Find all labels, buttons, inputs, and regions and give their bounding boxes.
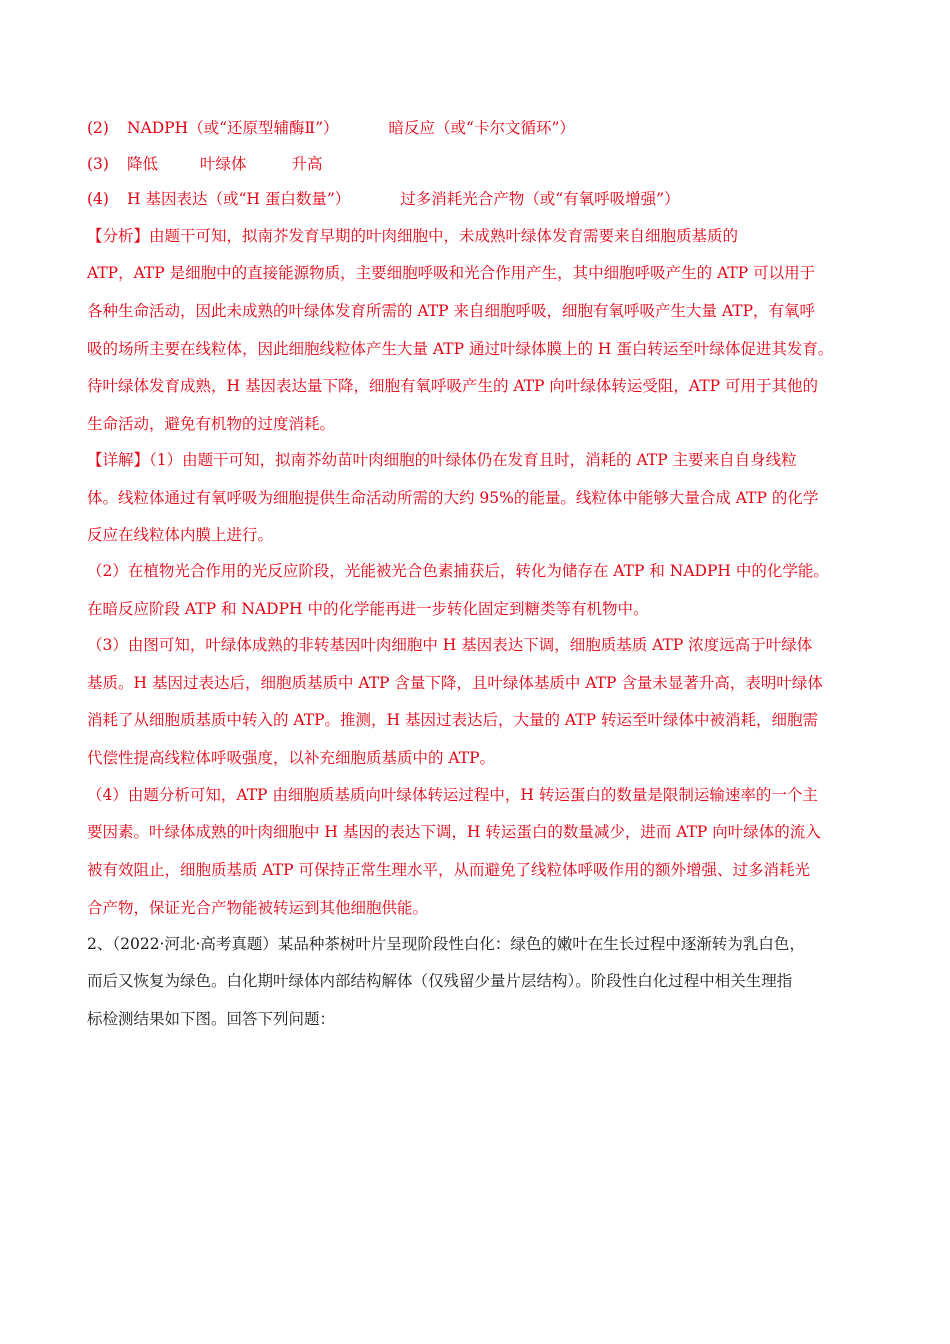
question-line: 而后又恢复为绿色。白化期叶绿体内部结构解体（仅残留少量片层结构）。阶段性白化过程中相关生理指 bbox=[87, 972, 793, 990]
answer-text: 过多消耗光合产物（或“有氧呼吸增强”） bbox=[400, 190, 680, 208]
answer-text: NADPH（或“还原型辅酶Ⅱ”） bbox=[127, 119, 339, 137]
analysis-text: 由题干可知，拟南芥发育早期的叶肉细胞中，未成熟叶绿体发育需要来自细胞质基质的 bbox=[149, 227, 739, 245]
analysis-line: 各种生命活动，因此未成熟的叶绿体发育所需的 ATP 来自细胞呼吸，细胞有氧呼吸产生大量 ATP，有氧呼 bbox=[87, 302, 816, 320]
detail-line: 体。线粒体通过有氧呼吸为细胞提供生命活动所需的大约 95%的能量。线粒体中能够大量合成 ATP 的化学 bbox=[87, 489, 819, 507]
answer-4 bbox=[87, 189, 680, 209]
answer-text: H 基因表达（或“H 蛋白数量”） bbox=[127, 190, 351, 208]
detail-line: 要因素。叶绿体成熟的叶肉细胞中 H 基因的表达下调，H 转运蛋白的数量减少，进而 ATP 向叶绿体的流入 bbox=[87, 823, 821, 841]
answer-text: 暗反应（或“卡尔文循环”） bbox=[388, 119, 575, 137]
answer-text: 叶绿体 bbox=[200, 155, 247, 173]
detail-text: （1）由题干可知，拟南芥幼苗叶肉细胞的叶绿体仍在发育且时，消耗的 ATP 主要来自自身线粒 bbox=[149, 451, 797, 469]
analysis-line: 吸的场所主要在线粒体，因此细胞线粒体产生大量 ATP 通过叶绿体膜上的 H 蛋白转运至叶绿体促进其发育。 bbox=[87, 340, 834, 358]
detail-line: 代偿性提高线粒体呼吸强度，以补充细胞质基质中的 ATP。 bbox=[87, 749, 496, 767]
detail-line: （4）由题分析可知，ATP 由细胞质基质向叶绿体转运过程中，H 转运蛋白的数量是限制运输速率的一个主 bbox=[87, 786, 818, 804]
analysis-line bbox=[87, 226, 738, 246]
analysis-line: 待叶绿体发育成熟，H 基因表达量下降，细胞有氧呼吸产生的 ATP 向叶绿体转运受阻，ATP 可用于其他的 bbox=[87, 377, 818, 395]
detail-line: 在暗反应阶段 ATP 和 NADPH 中的化学能再进一步转化固定到糖类等有机物中。 bbox=[87, 600, 649, 618]
analysis-tag: 【分析】 bbox=[87, 227, 150, 245]
question-line: 标检测结果如下图。回答下列问题： bbox=[87, 1010, 336, 1028]
detail-line: 基质。H 基因过表达后，细胞质基质中 ATP 含量下降，且叶绿体基质中 ATP 含量未显著升高，表明叶绿体 bbox=[87, 674, 823, 692]
answer-3 bbox=[87, 154, 323, 174]
answer-number: (4) bbox=[87, 190, 109, 208]
answer-number: (2) bbox=[87, 119, 109, 137]
answer-number: (3) bbox=[87, 155, 109, 173]
analysis-line: 生命活动，避免有机物的过度消耗。 bbox=[87, 415, 336, 433]
analysis-line: ATP，ATP 是细胞中的直接能源物质，主要细胞呼吸和光合作用产生，其中细胞呼吸产生的 ATP 可以用于 bbox=[87, 264, 816, 282]
detail-line: 消耗了从细胞质基质中转入的 ATP。推测，H 基因过表达后，大量的 ATP 转运至叶绿体中被消耗，细胞需 bbox=[87, 711, 818, 729]
detail-line: 合产物，保证光合产物能被转运到其他细胞供能。 bbox=[87, 899, 429, 917]
detail-line: 被有效阻止，细胞质基质 ATP 可保持正常生理水平，从而避免了线粒体呼吸作用的额外增强、过多消耗光 bbox=[87, 861, 810, 879]
detail-line bbox=[87, 450, 797, 470]
answer-text: 升高 bbox=[291, 155, 323, 173]
answer-2 bbox=[87, 118, 575, 138]
question-line: 2、（2022·河北·高考真题）某品种茶树叶片呈现阶段性白化：绿色的嫩叶在生长过程中逐渐转为乳白色， bbox=[87, 935, 805, 953]
detail-line: 反应在线粒体内膜上进行。 bbox=[87, 526, 274, 544]
detail-line: （2）在植物光合作用的光反应阶段，光能被光合色素捕获后，转化为储存在 ATP 和 NADPH 中的化学能。 bbox=[87, 562, 829, 580]
detail-tag: 【详解】 bbox=[87, 451, 150, 469]
answer-text: 降低 bbox=[127, 155, 159, 173]
detail-line: （3）由图可知，叶绿体成熟的非转基因叶肉细胞中 H 基因表达下调，细胞质基质 ATP 浓度远高于叶绿体 bbox=[87, 636, 813, 654]
